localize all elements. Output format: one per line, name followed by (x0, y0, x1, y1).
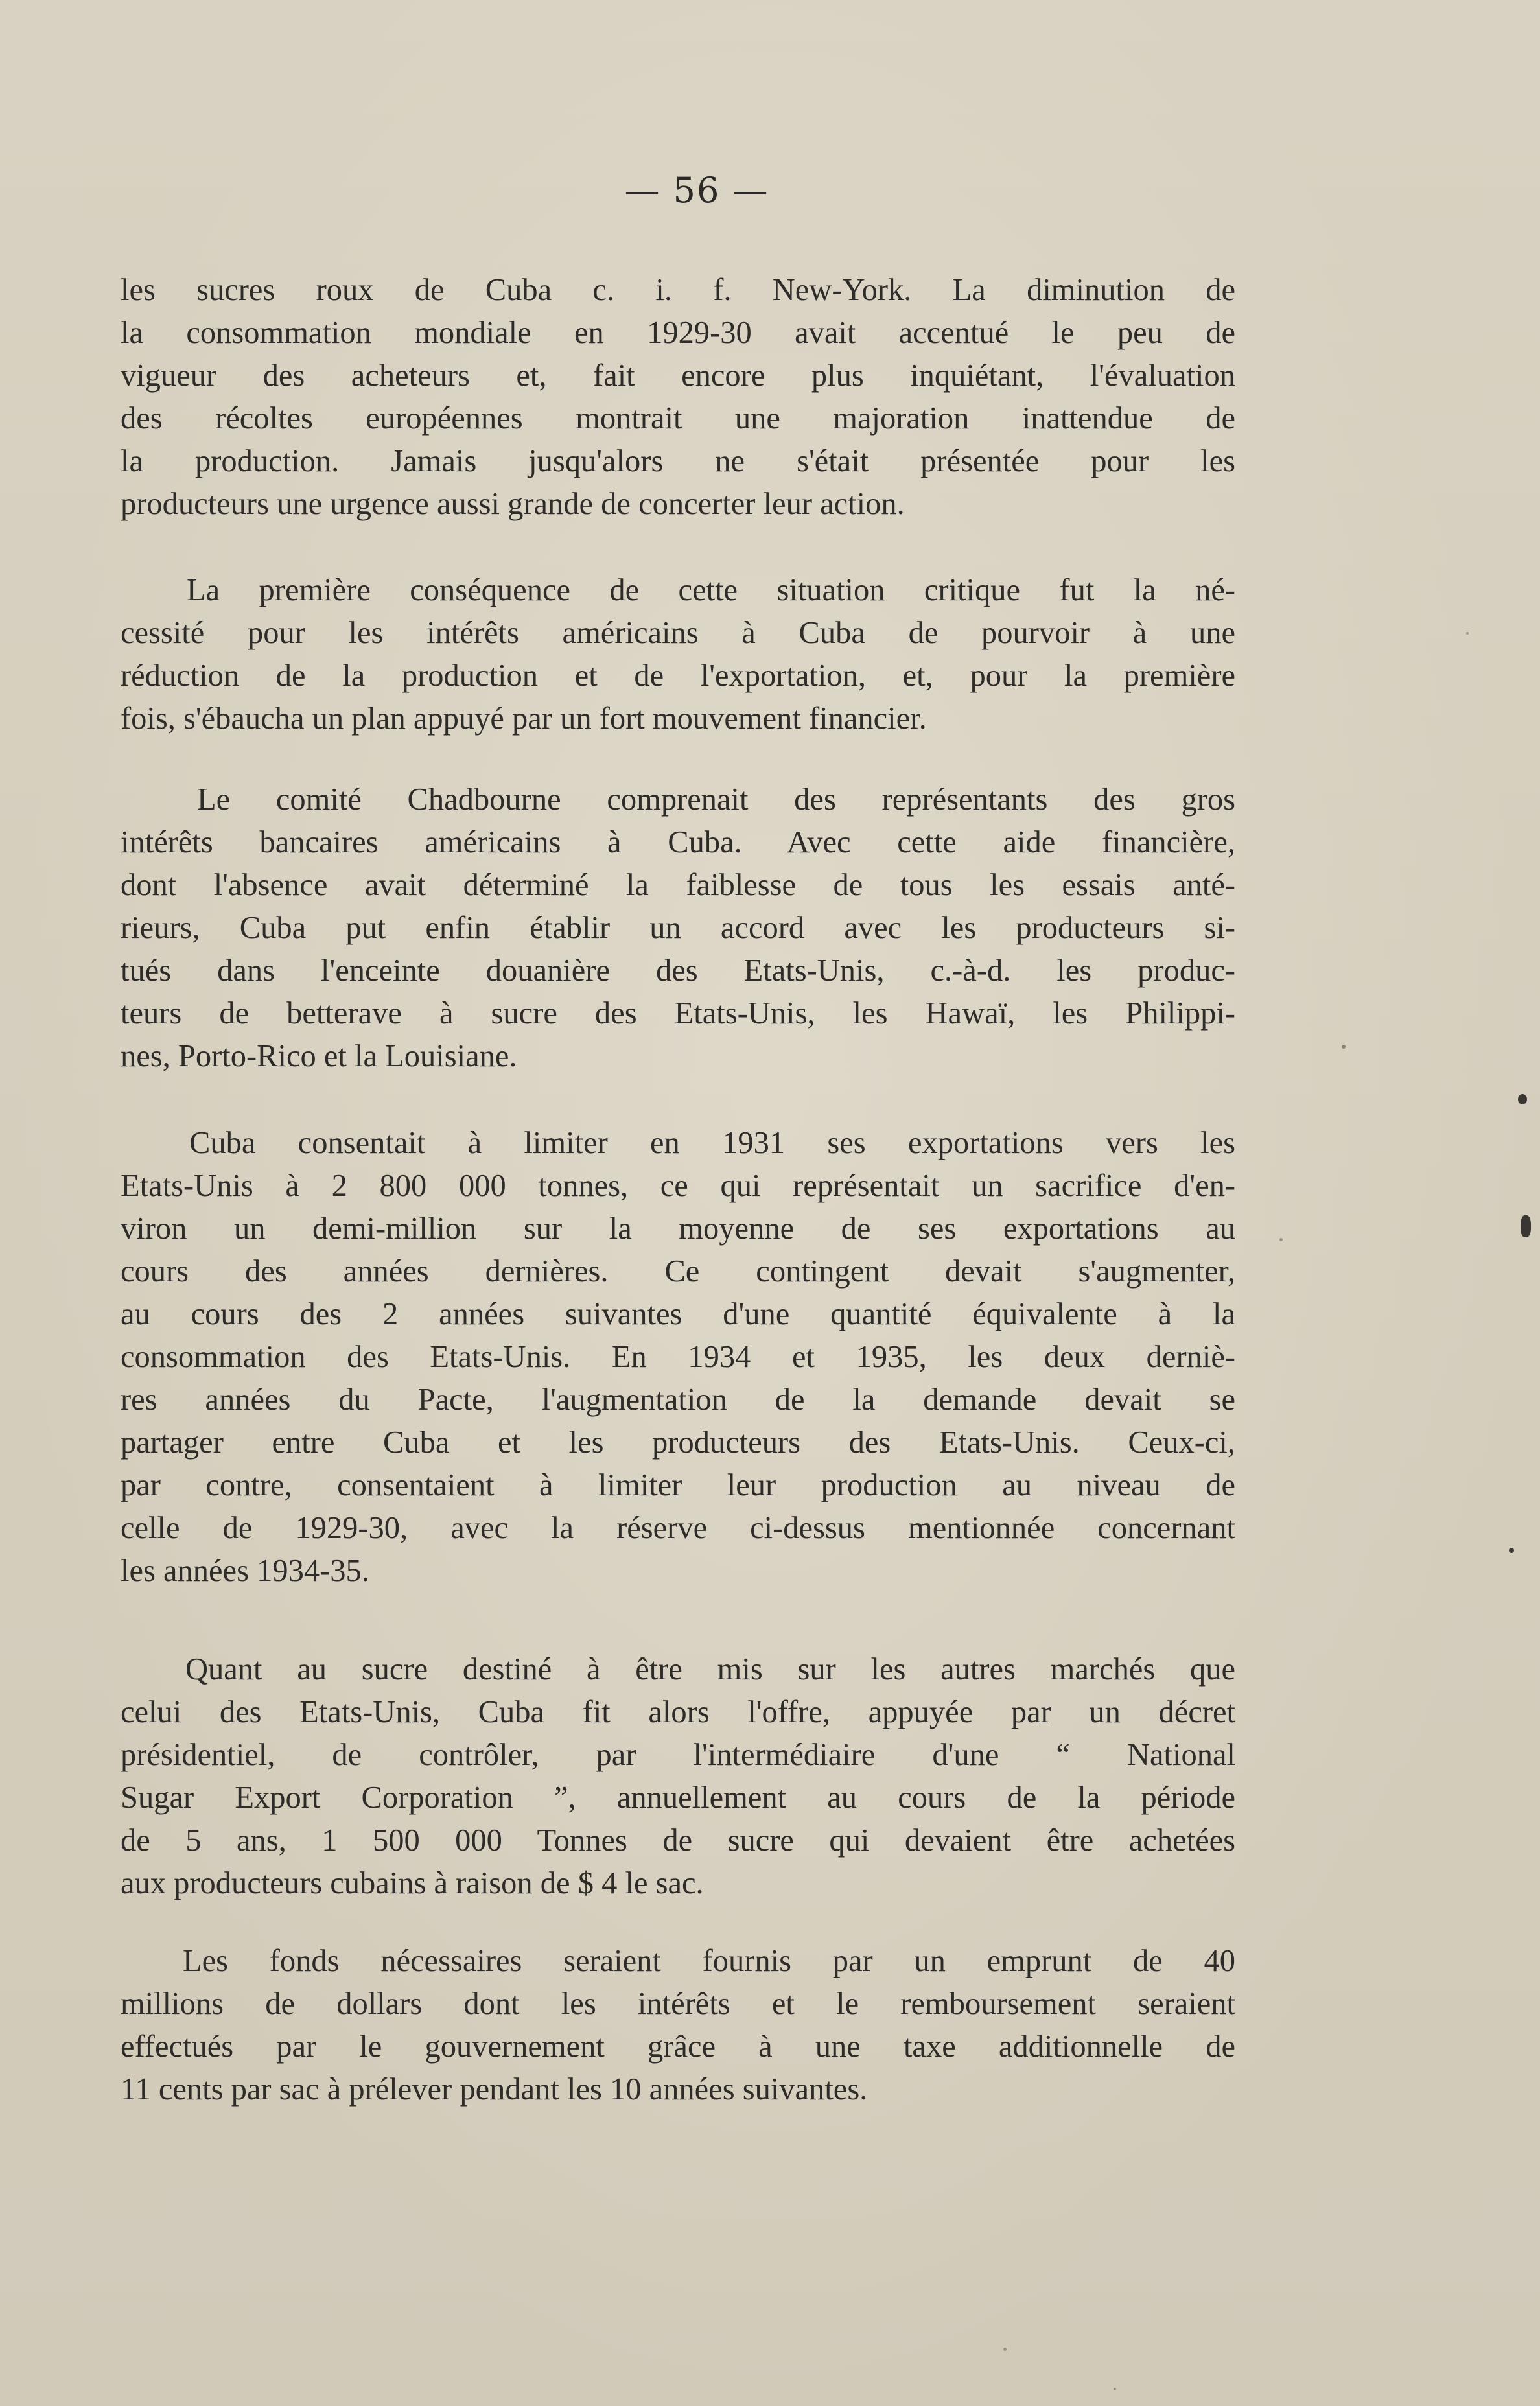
text-line: consommation des Etats-Unis. En 1934 et 1935, les deux derniè- (121, 1340, 1235, 1374)
paragraph-1 (121, 269, 1235, 526)
dust-speck (1342, 1045, 1346, 1049)
text-line: au cours des 2 années suivantes d'une quantité équivalente à la (121, 1297, 1235, 1331)
dust-speck (1279, 1238, 1283, 1241)
dust-speck (1003, 2348, 1007, 2351)
paragraph-5 (121, 1648, 1235, 1905)
text-line: les sucres roux de Cuba c. i. f. New-York. La diminution de (121, 273, 1235, 307)
text-line: Le comité Chadbourne comprenait des représentants des gros (197, 782, 1235, 817)
dust-speck (1518, 1094, 1527, 1104)
paragraph-4 (121, 1122, 1235, 1593)
dust-speck (1114, 2388, 1116, 2390)
text-line: La première conséquence de cette situation critique fut la né- (187, 573, 1235, 607)
text-line: teurs de betterave à sucre des Etats-Unis, les Hawaï, les Philippi- (121, 996, 1235, 1031)
text-line: de 5 ans, 1 500 000 Tonnes de sucre qui devaient être achetées (121, 1823, 1235, 1858)
page-number: — 56 — (624, 170, 769, 211)
text-line: Etats-Unis à 2 800 000 tonnes, ce qui représentait un sacrifice d'en- (121, 1169, 1235, 1203)
text-line: des récoltes européennes montrait une majoration inattendue de (121, 401, 1235, 436)
text-line: Cuba consentait à limiter en 1931 ses exportations vers les (189, 1126, 1235, 1160)
paragraph-2 (121, 569, 1235, 740)
text-line: par contre, consentaient à limiter leur production au niveau de (121, 1468, 1235, 1502)
text-line: tués dans l'enceinte douanière des Etats-Unis, c.-à-d. les produc- (121, 953, 1235, 988)
text-line: fois, s'ébaucha un plan appuyé par un fort mouvement financier. (121, 701, 927, 736)
dust-speck (1521, 1215, 1531, 1237)
text-line: aux producteurs cubains à raison de $ 4 le sac. (121, 1866, 704, 1900)
text-line: la production. Jamais jusqu'alors ne s'était présentée pour les (121, 444, 1235, 478)
text-line: intérêts bancaires américains à Cuba. Avec cette aide financière, (121, 825, 1235, 859)
text-line: les années 1934-35. (121, 1554, 369, 1588)
paragraph-6 (121, 1940, 1235, 2111)
text-line: vigueur des acheteurs et, fait encore plus inquiétant, l'évaluation (121, 358, 1235, 393)
text-line: partager entre Cuba et les producteurs des Etats-Unis. Ceux-ci, (121, 1425, 1235, 1460)
text-line: rieurs, Cuba put enfin établir un accord avec les producteurs si- (121, 911, 1235, 945)
text-line: millions de dollars dont les intérêts et le remboursement seraient (121, 1987, 1235, 2021)
text-line: réduction de la production et de l'exportation, et, pour la première (121, 659, 1235, 693)
text-line: dont l'absence avait déterminé la faiblesse de tous les essais anté- (121, 868, 1235, 902)
text-line: celle de 1929-30, avec la réserve ci-dessus mentionnée concernant (121, 1511, 1235, 1545)
text-line: 11 cents par sac à prélever pendant les 10 années suivantes. (121, 2072, 868, 2107)
text-line: res années du Pacte, l'augmentation de la demande devait se (121, 1383, 1235, 1417)
text-line: cours des années dernières. Ce contingent devait s'augmenter, (121, 1254, 1235, 1289)
text-line: présidentiel, de contrôler, par l'intermédiaire d'une “ National (121, 1738, 1235, 1772)
text-line: Quant au sucre destiné à être mis sur les autres marchés que (185, 1652, 1235, 1687)
paragraph-3 (121, 778, 1235, 1078)
text-line: viron un demi-million sur la moyenne de ses exportations au (121, 1211, 1235, 1246)
dust-speck (1509, 1548, 1514, 1553)
text-line: cessité pour les intérêts américains à Cuba de pourvoir à une (121, 616, 1235, 650)
text-line: producteurs une urgence aussi grande de concerter leur action. (121, 487, 905, 521)
text-line: Sugar Export Corporation ”, annuellement au cours de la période (121, 1781, 1235, 1815)
text-line: celui des Etats-Unis, Cuba fit alors l'offre, appuyée par un décret (121, 1695, 1235, 1729)
text-line: Les fonds nécessaires seraient fournis par un emprunt de 40 (183, 1944, 1235, 1978)
text-line: effectués par le gouvernement grâce à une taxe additionnelle de (121, 2029, 1235, 2064)
dust-speck (1466, 632, 1469, 635)
text-line: nes, Porto-Rico et la Louisiane. (121, 1039, 517, 1073)
text-line: la consommation mondiale en 1929-30 avait accentué le peu de (121, 316, 1235, 350)
